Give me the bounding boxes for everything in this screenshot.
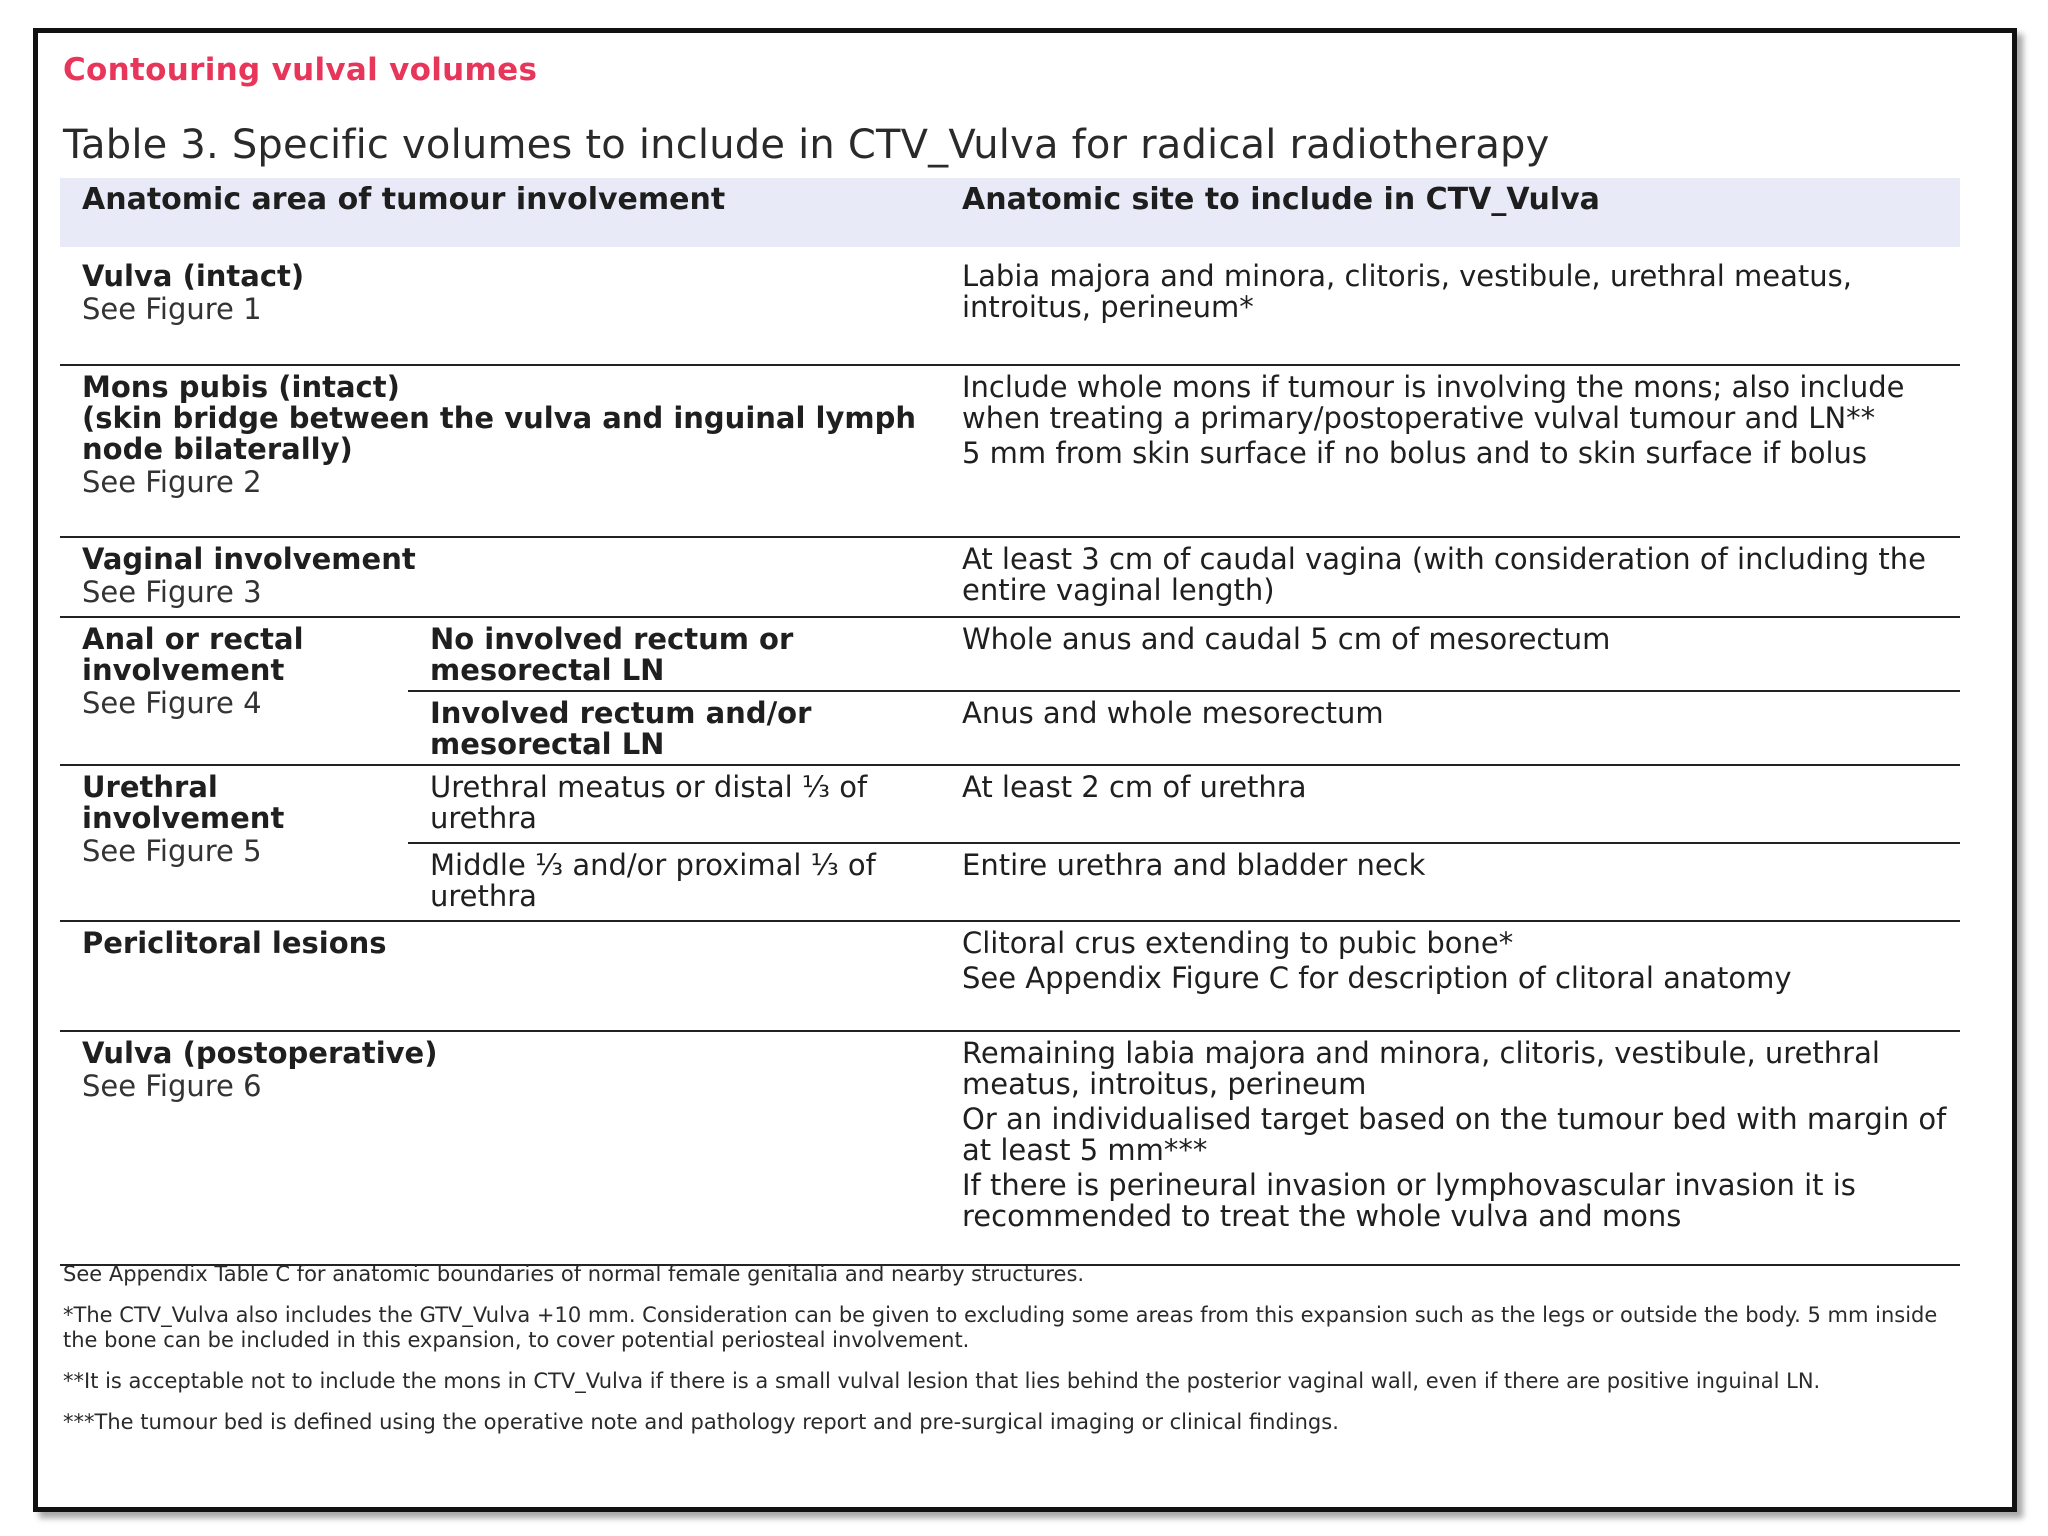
site-cell [940,365,1960,537]
area-cell [60,537,940,617]
area-cell [60,247,940,365]
table-row [60,765,1960,843]
table-row [60,1031,1960,1265]
site-text: Remaining labia majora and minora, clitoris, vestibule, urethral meatus, introitus, perineum [962,1036,1880,1101]
site-text: Entire urethra and bladder neck [962,848,1426,882]
site-text: Include whole mons if tumour is involving the mons; also include when treating a primary/postoperative vulval tumour and LN** [962,370,1905,435]
table-caption: Table 3. Specific volumes to include in CTV_Vulva for radical radiotherapy [63,122,1550,168]
table-row [60,247,1960,365]
section-title: Contouring vulval volumes [63,52,538,88]
sub-area-cell [408,843,940,921]
site-text: Whole anus and caudal 5 cm of mesorectum [962,622,1611,656]
header-area: Anatomic area of tumour involvement [60,178,940,247]
site-text: If there is perineural invasion or lymphovascular invasion it is recommended to treat the whole vulva and mons [962,1168,1856,1233]
area-title: Periclitoral lesions [82,926,387,960]
site-text: Clitoral crus extending to pubic bone* [962,926,1514,960]
area-title: Anal or rectal involvement [82,622,304,687]
site-text: Labia majora and minora, clitoris, vestibule, urethral meatus, introitus, perineum* [962,259,1852,324]
footnotes [63,1262,1953,1451]
header-site: Anatomic site to include in CTV_Vulva [940,178,1960,247]
site-text: Or an individualised target based on the tumour bed with margin of at least 5 mm*** [962,1102,1947,1167]
footnote: See Appendix Table C for anatomic boundaries of normal female genitalia and nearby structures. [63,1262,1085,1286]
volumes-table [60,178,1960,1266]
site-text: At least 2 cm of urethra [962,770,1307,804]
area-cell [60,765,408,921]
table-row [60,537,1960,617]
site-cell [940,247,1960,365]
table-row [60,365,1960,537]
sub-area-label: Involved rectum and/or mesorectal LN [430,696,812,761]
site-text: 5 mm from skin surface if no bolus and to skin surface if bolus [962,436,1868,470]
site-cell [940,1031,1960,1265]
site-cell [940,537,1960,617]
area-title: Vulva (postoperative) [82,1036,438,1070]
site-cell [940,691,1960,765]
sub-area-cell [408,617,940,691]
footnote: *The CTV_Vulva also includes the GTV_Vulva +10 mm. Consideration can be given to excluding some areas from this expansion such as the legs or outside the body. 5 mm inside the bone can be included in this expansion, to cover potential periosteal involvement. [63,1303,1938,1352]
figure-ref: See Figure 6 [82,1069,262,1103]
site-text: At least 3 cm of caudal vagina (with consideration of including the entire vaginal length) [962,542,1926,607]
figure-ref: See Figure 2 [82,465,262,499]
area-subtitle: (skin bridge between the vulva and inguinal lymph node bilaterally) [82,401,916,466]
area-title: Mons pubis (intact) [82,370,400,404]
area-cell [60,1031,940,1265]
table-header-row [60,178,1960,247]
footnote: **It is acceptable not to include the mons in CTV_Vulva if there is a small vulval lesion that lies behind the posterior vaginal wall, even if there are positive inguinal LN. [63,1369,1821,1393]
site-cell [940,765,1960,843]
sub-area-label: Urethral meatus or distal ⅓ of urethra [430,770,868,835]
area-cell [60,921,940,1031]
site-cell [940,921,1960,1031]
area-cell [60,617,408,765]
footnote: ***The tumour bed is defined using the operative note and pathology report and pre-surgical imaging or clinical findings. [63,1410,1339,1434]
figure-ref: See Figure 5 [82,834,262,868]
area-title: Vulva (intact) [82,259,305,293]
area-title: Vaginal involvement [82,542,416,576]
table-row [60,921,1960,1031]
sub-area-label: Middle ⅓ and/or proximal ⅓ of urethra [430,848,876,913]
site-text: See Appendix Figure C for description of clitoral anatomy [962,961,1792,995]
figure-ref: See Figure 4 [82,686,262,720]
figure-ref: See Figure 3 [82,575,262,609]
sub-area-cell [408,691,940,765]
site-cell [940,617,1960,691]
area-cell [60,365,940,537]
figure-ref: See Figure 1 [82,292,262,326]
site-text: Anus and whole mesorectum [962,696,1384,730]
sub-area-cell [408,765,940,843]
area-title: Urethral involvement [82,770,285,835]
table-row [60,617,1960,691]
site-cell [940,843,1960,921]
sub-area-label: No involved rectum or mesorectal LN [430,622,794,687]
